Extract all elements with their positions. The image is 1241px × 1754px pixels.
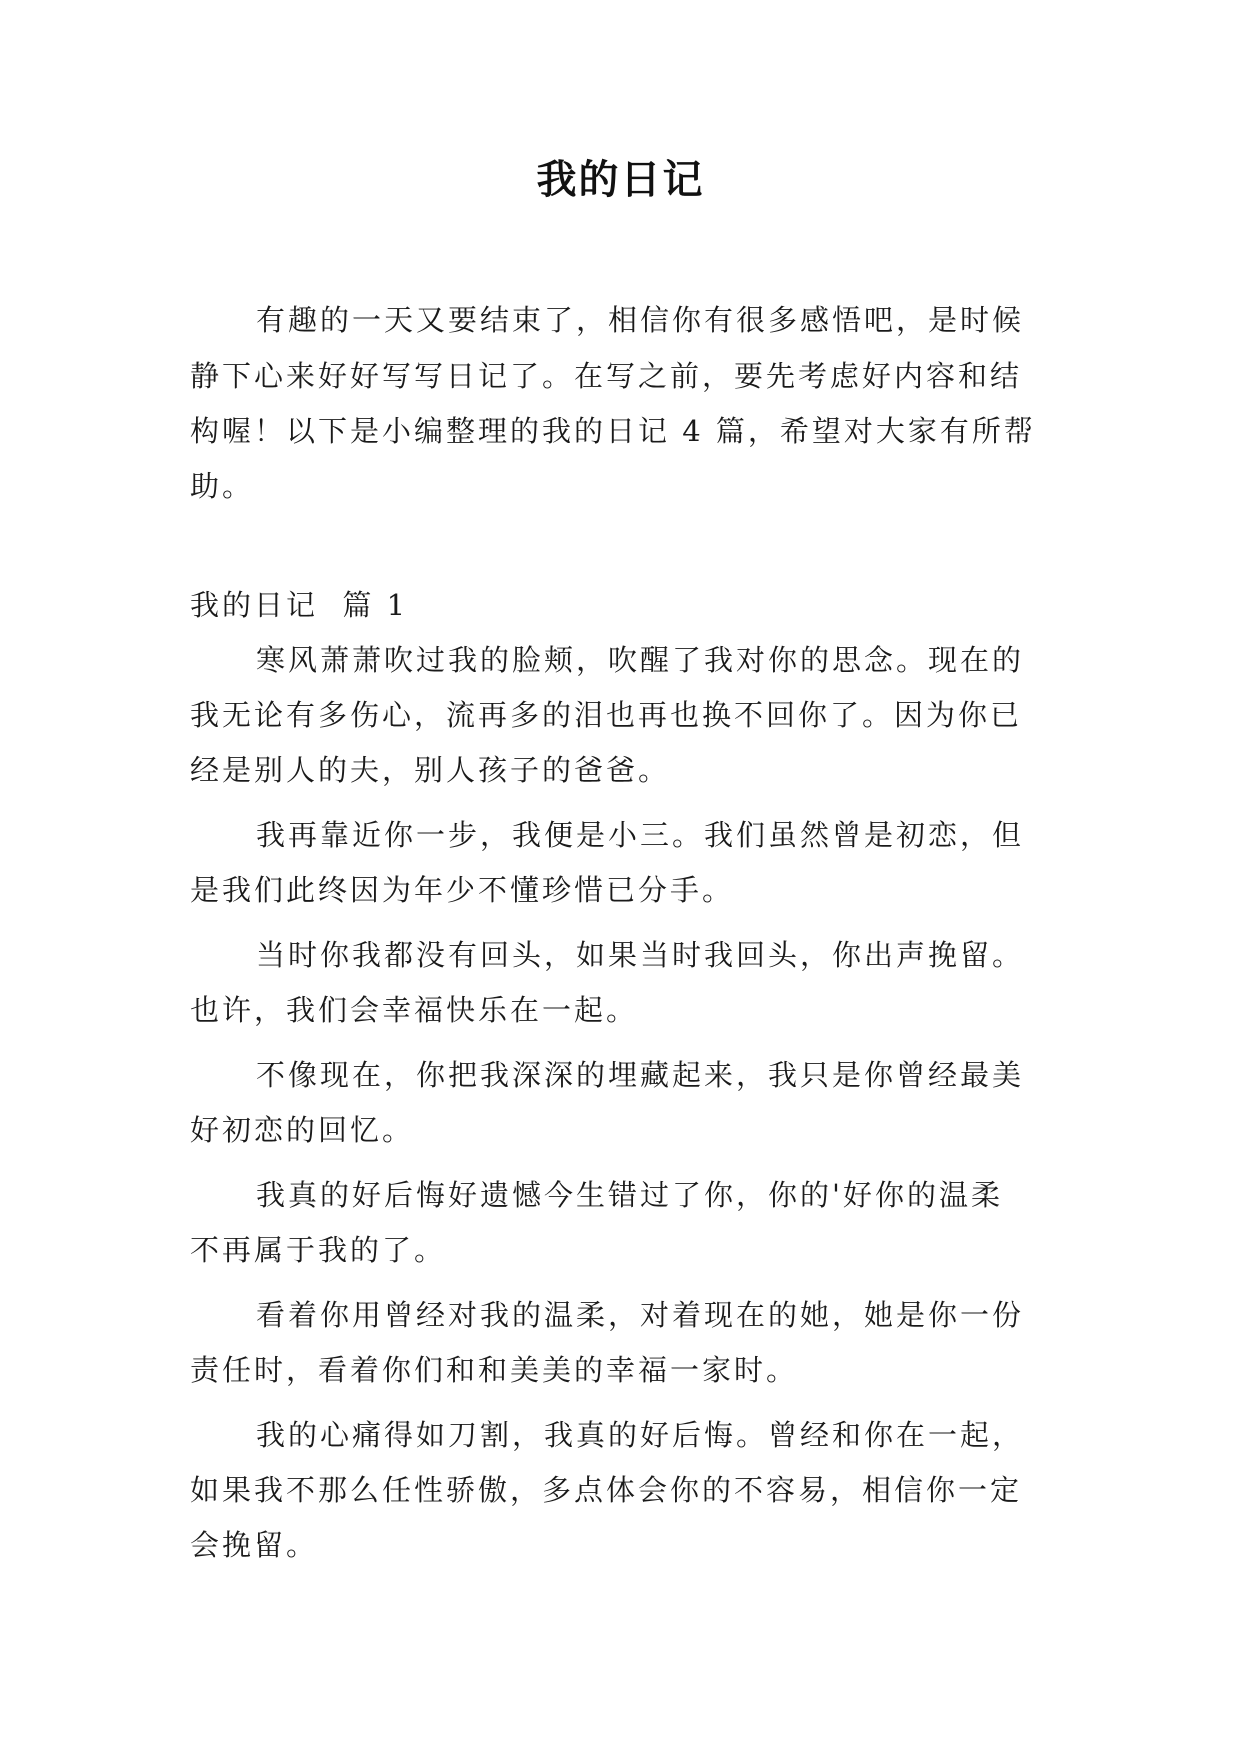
intro-line: 有趣的一天又要结束了，相信你有很多感悟吧，是时候: [256, 303, 1025, 337]
body-line: 会挽留。: [190, 1528, 319, 1562]
body-line: 我真的好后悔好遗憾今生错过了你，你的'好你的温柔: [256, 1178, 1003, 1212]
intro-line: 构喔！以下是小编整理的我的日记 4 篇，希望对大家有所帮: [190, 414, 1036, 448]
body-line: 经是别人的夫，别人孩子的爸爸。: [190, 753, 671, 787]
body-line: 当时你我都没有回头，如果当时我回头，你出声挽留。: [256, 938, 1025, 972]
body-line: 如果我不那么任性骄傲，多点体会你的不容易，相信你一定: [190, 1473, 1023, 1507]
body-line: 也许，我们会幸福快乐在一起。: [190, 993, 639, 1027]
section-heading: 我的日记 篇 1: [190, 588, 409, 622]
body-line: 责任时，看着你们和和美美的幸福一家时。: [190, 1353, 799, 1387]
body-line: 不再属于我的了。: [190, 1233, 447, 1267]
body-line: 我的心痛得如刀割，我真的好后悔。曾经和你在一起，: [256, 1418, 1025, 1452]
body-line: 看着你用曾经对我的温柔，对着现在的她，她是你一份: [256, 1298, 1025, 1332]
document-title: 我的日记: [536, 157, 705, 203]
body-line: 我再靠近你一步，我便是小三。我们虽然曾是初恋，但: [256, 818, 1025, 852]
intro-line: 静下心来好好写写日记了。在写之前，要先考虑好内容和结: [190, 359, 1023, 393]
body-line: 是我们此终因为年少不懂珍惜已分手。: [190, 873, 735, 907]
body-line: 我无论有多伤心，流再多的泪也再也换不回你了。因为你已: [190, 698, 1023, 732]
intro-line: 助。: [190, 469, 255, 503]
body-line: 不像现在，你把我深深的埋藏起来，我只是你曾经最美: [256, 1058, 1025, 1092]
body-line: 好初恋的回忆。: [190, 1113, 415, 1147]
body-line: 寒风萧萧吹过我的脸颊，吹醒了我对你的思念。现在的: [256, 643, 1025, 677]
